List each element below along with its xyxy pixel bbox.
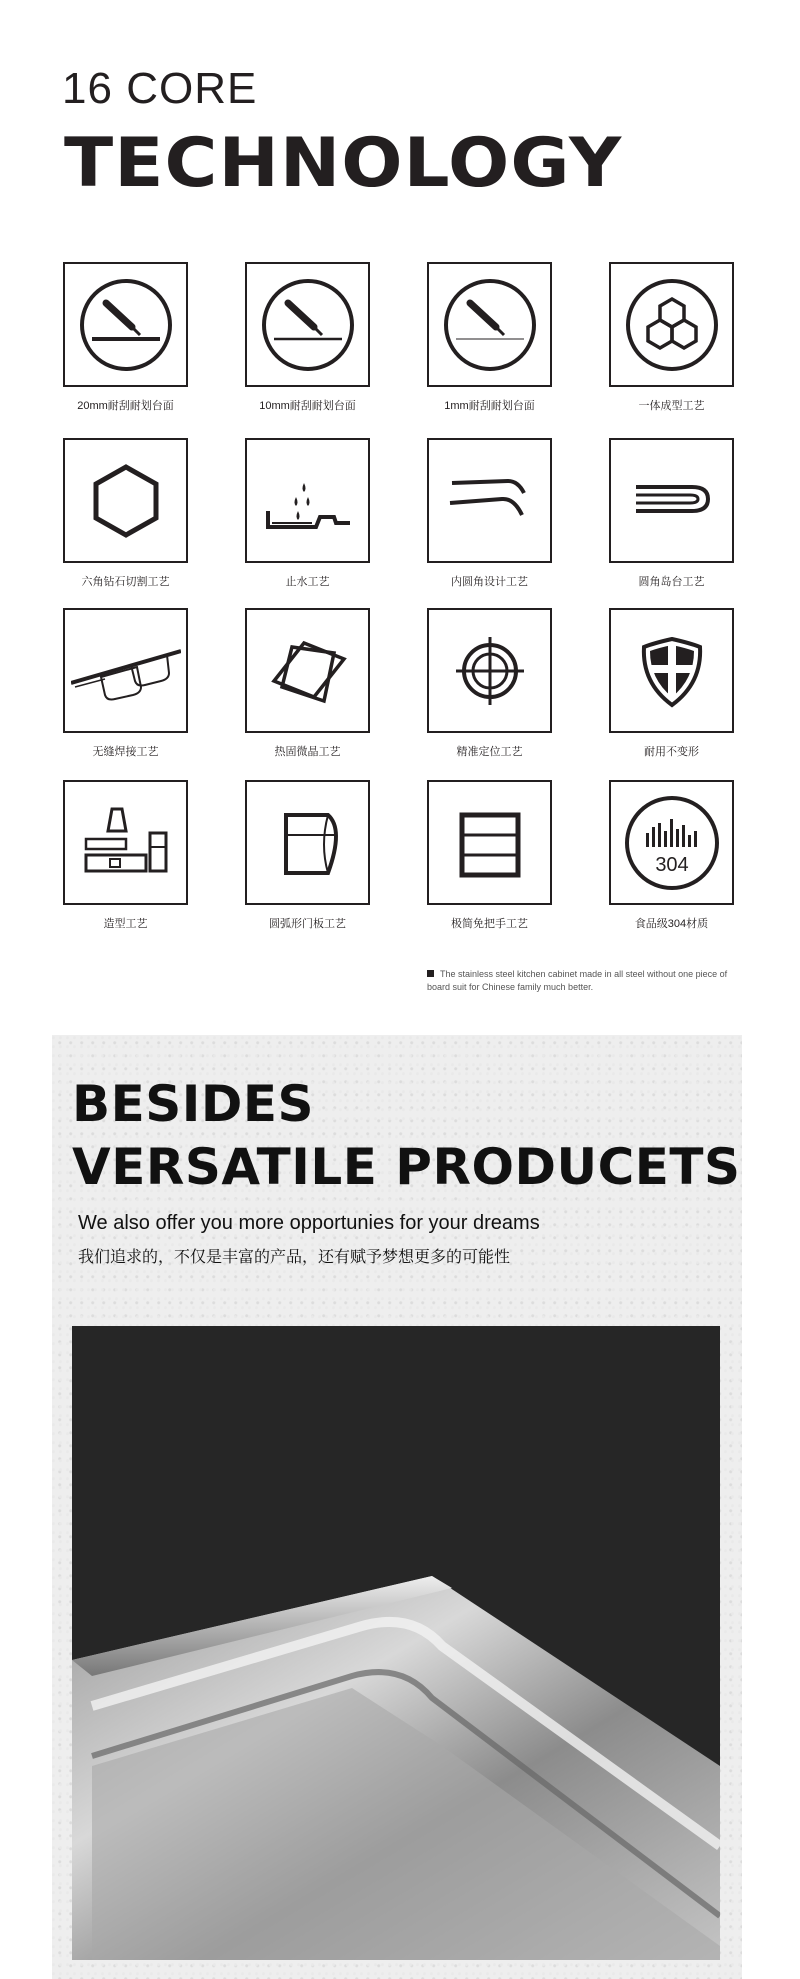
core-count: 16 bbox=[62, 64, 113, 113]
section-kicker bbox=[62, 64, 257, 114]
feature-item bbox=[609, 262, 734, 413]
feature-icon-box bbox=[609, 262, 734, 387]
feature-item bbox=[609, 438, 734, 589]
feature-icon-box bbox=[609, 438, 734, 563]
crosshair-icon bbox=[442, 623, 538, 719]
screwdriver-scratch-icon bbox=[260, 277, 356, 373]
section-heading-1: BESIDES bbox=[72, 1075, 315, 1133]
hexagon-icon bbox=[78, 453, 174, 549]
crystal-panels-icon bbox=[260, 623, 356, 719]
feature-label: 食品级304材质 bbox=[634, 918, 709, 930]
hexagon-molecule-icon bbox=[624, 277, 720, 373]
feature-icon-box bbox=[245, 262, 370, 387]
feature-item bbox=[427, 780, 552, 931]
feature-label: 六角钻石切割工艺 bbox=[81, 576, 170, 588]
footnote-text: The stainless steel kitchen cabinet made in all steel without one piece of board suit for Chinese family much better. bbox=[427, 969, 728, 992]
section-heading-2: VERSATILE PRODUCETS bbox=[72, 1138, 741, 1196]
feature-item bbox=[63, 780, 188, 931]
feature-icon-box bbox=[609, 780, 734, 905]
feature-icon-box bbox=[63, 608, 188, 733]
bullet-square bbox=[427, 970, 434, 977]
feature-item bbox=[245, 780, 370, 931]
feature-item bbox=[427, 262, 552, 413]
feature-item bbox=[245, 262, 370, 413]
shield-icon bbox=[624, 623, 720, 719]
water-drops-icon bbox=[260, 453, 356, 549]
feature-label: 1mm耐刮耐划台面 bbox=[444, 400, 535, 412]
footnote bbox=[427, 968, 747, 994]
feature-item bbox=[63, 438, 188, 589]
feature-icon-box bbox=[63, 438, 188, 563]
curved-door-icon bbox=[260, 795, 356, 891]
feature-item bbox=[427, 438, 552, 589]
feature-label: 造型工艺 bbox=[103, 918, 148, 930]
feature-label: 20mm耐刮耐划台面 bbox=[77, 400, 174, 412]
feature-icon-box bbox=[427, 438, 552, 563]
feature-item bbox=[63, 608, 188, 759]
subtitle-en: We also offer you more opportunies for your dreams bbox=[78, 1212, 540, 1234]
screwdriver-scratch-icon bbox=[78, 277, 174, 373]
feature-item bbox=[245, 438, 370, 589]
feature-icon-box bbox=[245, 608, 370, 733]
seamless-sink-icon bbox=[71, 621, 181, 721]
feature-icon-box bbox=[245, 780, 370, 905]
feature-label: 耐用不变形 bbox=[644, 746, 699, 758]
feature-icon-box bbox=[609, 608, 734, 733]
feature-icon-box bbox=[427, 780, 552, 905]
core-word: CORE bbox=[126, 64, 258, 113]
product-photo bbox=[72, 1326, 720, 1960]
feature-icon-box bbox=[63, 262, 188, 387]
feature-icon-box bbox=[427, 262, 552, 387]
feature-label: 热固微晶工艺 bbox=[274, 746, 341, 758]
feature-label: 精准定位工艺 bbox=[456, 746, 523, 758]
feature-label: 10mm耐刮耐划台面 bbox=[259, 400, 356, 412]
rounded-corner-icon bbox=[442, 453, 538, 549]
feature-label: 一体成型工艺 bbox=[638, 400, 705, 412]
feature-icon-box bbox=[427, 608, 552, 733]
feature-label: 极简免把手工艺 bbox=[451, 918, 528, 930]
feature-icon-box bbox=[245, 438, 370, 563]
feature-icon-box bbox=[63, 780, 188, 905]
feature-item bbox=[427, 608, 552, 759]
badge-304-text: 304 bbox=[654, 853, 689, 876]
subtitle-cn: 我们追求的，不仅是丰富的产品，还有赋予梦想更多的可能性 bbox=[78, 1249, 511, 1266]
badge-304-icon bbox=[622, 793, 722, 893]
steel-sink-illustration bbox=[72, 1326, 720, 1960]
rounded-island-icon bbox=[624, 453, 720, 549]
feature-label: 止水工艺 bbox=[285, 576, 330, 588]
feature-label: 内圆角设计工艺 bbox=[451, 576, 528, 588]
feature-label: 圆弧形门板工艺 bbox=[269, 918, 346, 930]
screwdriver-scratch-icon bbox=[442, 277, 538, 373]
feature-item bbox=[63, 262, 188, 413]
feature-label: 圆角岛台工艺 bbox=[638, 576, 705, 588]
drawer-cabinet-icon bbox=[442, 795, 538, 891]
feature-item bbox=[609, 780, 734, 931]
feature-item bbox=[245, 608, 370, 759]
kitchen-icon bbox=[76, 795, 176, 891]
feature-label: 无缝焊接工艺 bbox=[92, 746, 159, 758]
page-title: TECHNOLOGY bbox=[64, 124, 623, 203]
feature-item bbox=[609, 608, 734, 759]
